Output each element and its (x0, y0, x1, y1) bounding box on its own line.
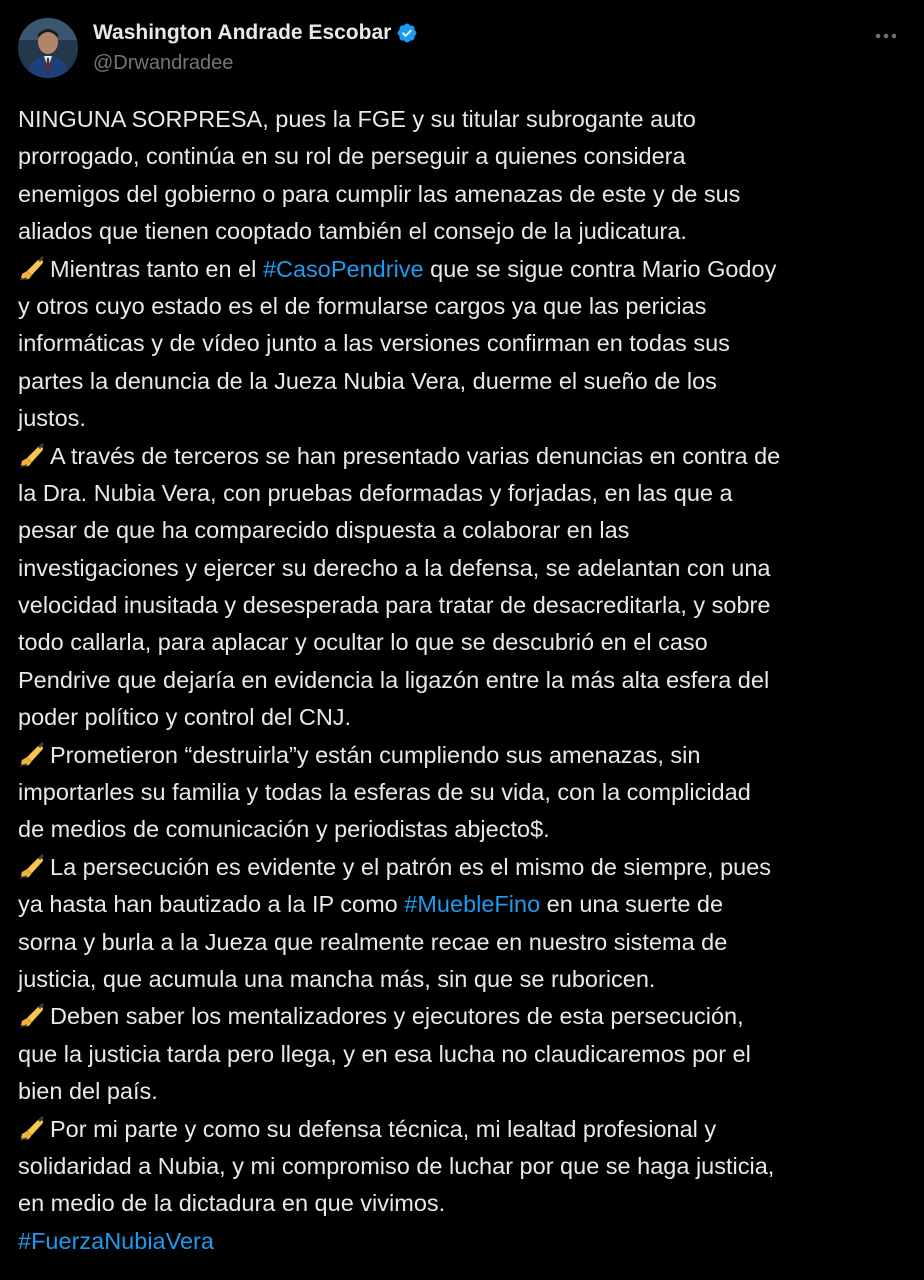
tweet-line (18, 176, 906, 213)
writing-hand-emoji-icon (18, 441, 46, 469)
verified-badge-icon[interactable] (396, 22, 418, 44)
writing-hand-emoji-icon (18, 1114, 46, 1142)
more-options-button[interactable] (872, 24, 900, 48)
tweet-text-segment: sorna y burla a la Jueza que realmente recae en nuestro sistema de (18, 928, 728, 955)
tweet-text-segment: en una suerte de (540, 891, 724, 918)
tweet-text-segment: La persecución es evidente y el patrón es el mismo de siempre, pues (50, 853, 772, 880)
tweet-line (18, 550, 906, 587)
hashtag-link[interactable]: #CasoPendrive (262, 255, 424, 282)
tweet-text-segment: que se sigue contra Mario Godoy (423, 255, 777, 282)
tweet-text-segment: partes la denuncia de la Jueza Nubia Vera, duerme el sueño de los (18, 367, 717, 394)
writing-hand-emoji-icon (18, 254, 46, 282)
hashtag-link[interactable]: #MuebleFino (404, 891, 541, 918)
tweet-text-segment: informáticas y de vídeo junto a las versiones confirman en todas sus (18, 330, 730, 357)
tweet-line (18, 101, 906, 138)
tweet-text-segment: NINGUNA SORPRESA, pues la FGE y su titular subrogante auto (18, 106, 696, 132)
tweet-text-segment: Mientras tanto en el (50, 255, 263, 282)
tweet-line (18, 699, 906, 736)
more-horizontal-icon (872, 24, 900, 48)
tweet-text-segment: en medio de la dictadura en que vivimos. (18, 1190, 446, 1217)
tweet-text-segment: enemigos del gobierno o para cumplir las amenazas de este y de sus (18, 180, 741, 207)
tweet-line (18, 624, 906, 661)
tweet-line (18, 213, 906, 250)
tweet-line (18, 961, 906, 998)
tweet-text-segment: que la justicia tarda pero llega, y en esa lucha no claudicaremos por el (18, 1040, 751, 1067)
tweet-text-segment: todo callarla, para aplacar y ocultar lo que se descubrió en el caso (18, 629, 708, 656)
tweet-text-segment: prorrogado, continúa en su rol de perseguir a quienes considera (18, 143, 686, 170)
tweet-line (18, 774, 906, 811)
tweet-text-segment: aliados que tienen cooptado también el consejo de la judicatura. (18, 218, 687, 245)
tweet-line (18, 438, 906, 475)
tweet-line (18, 1036, 906, 1073)
tweet-text-segment: poder político y control del CNJ. (18, 704, 352, 731)
author-info (93, 20, 418, 75)
tweet-line (18, 1073, 906, 1110)
tweet-line (18, 325, 906, 362)
author-handle[interactable]: @Drwandradee (93, 52, 234, 74)
tweet-text-segment: Por mi parte y como su defensa técnica, mi lealtad profesional y (50, 1115, 717, 1142)
tweet-line (18, 737, 906, 774)
tweet-line (18, 288, 906, 325)
tweet-line (18, 1111, 906, 1148)
tweet-line (18, 998, 906, 1035)
tweet-text-segment: justos. (18, 405, 86, 432)
tweet-line (18, 400, 906, 437)
tweet-line (18, 512, 906, 549)
tweet-line (18, 849, 906, 886)
author-display-name[interactable]: Washington Andrade Escobar (93, 21, 392, 44)
tweet-text-segment: Prometieron “destruirla”y están cumpliendo sus amenazas, sin (50, 741, 701, 768)
tweet-text-segment: importarles su familia y todas la esferas de su vida, con la complicidad (18, 779, 751, 806)
tweet-text (18, 101, 906, 1260)
tweet-line (18, 363, 906, 400)
writing-hand-emoji-icon (18, 1001, 46, 1029)
tweet-line (18, 1223, 906, 1260)
tweet-line (18, 924, 906, 961)
tweet-line (18, 1185, 906, 1222)
tweet-line (18, 587, 906, 624)
tweet-text-segment: Pendrive que dejaría en evidencia la ligazón entre la más alta esfera del (18, 666, 770, 693)
tweet-text-segment: A través de terceros se han presentado varias denuncias en contra de (50, 442, 781, 469)
tweet-text-segment: Deben saber los mentalizadores y ejecutores de esta persecución, (50, 1003, 744, 1030)
tweet-line (18, 475, 906, 512)
tweet-text-segment: velocidad inusitada y desesperada para tratar de desacreditarla, y sobre (18, 592, 771, 619)
tweet-line (18, 662, 906, 699)
tweet-line (18, 251, 906, 288)
tweet-text-segment: y otros cuyo estado es el de formularse cargos ya que las pericias (18, 292, 707, 319)
tweet-text-segment: ya hasta han bautizado a la IP como (18, 891, 405, 918)
tweet-text-segment: solidaridad a Nubia, y mi compromiso de luchar por que se haga justicia, (18, 1152, 775, 1179)
tweet-line (18, 811, 906, 848)
writing-hand-emoji-icon (18, 740, 46, 768)
tweet-line (18, 1148, 906, 1185)
tweet-text-segment: pesar de que ha comparecido dispuesta a colaborar en las (18, 517, 630, 544)
tweet-text-segment: investigaciones y ejercer su derecho a la defensa, se adelantan con una (18, 554, 771, 581)
writing-hand-emoji-icon (18, 852, 46, 880)
tweet-line (18, 886, 906, 923)
tweet-text-segment: de medios de comunicación y periodistas abjecto$. (18, 816, 550, 843)
avatar[interactable] (18, 18, 78, 78)
tweet-text-segment: bien del país. (18, 1078, 158, 1105)
tweet-header (18, 16, 906, 80)
tweet-text-segment: justicia, que acumula una mancha más, sin que se ruboricen. (18, 965, 656, 992)
tweet-text-segment: la Dra. Nubia Vera, con pruebas deformadas y forjadas, en las que a (18, 479, 733, 506)
tweet-line (18, 138, 906, 175)
avatar-image (18, 18, 78, 78)
hashtag-link[interactable]: #FuerzaNubiaVera (18, 1227, 214, 1254)
